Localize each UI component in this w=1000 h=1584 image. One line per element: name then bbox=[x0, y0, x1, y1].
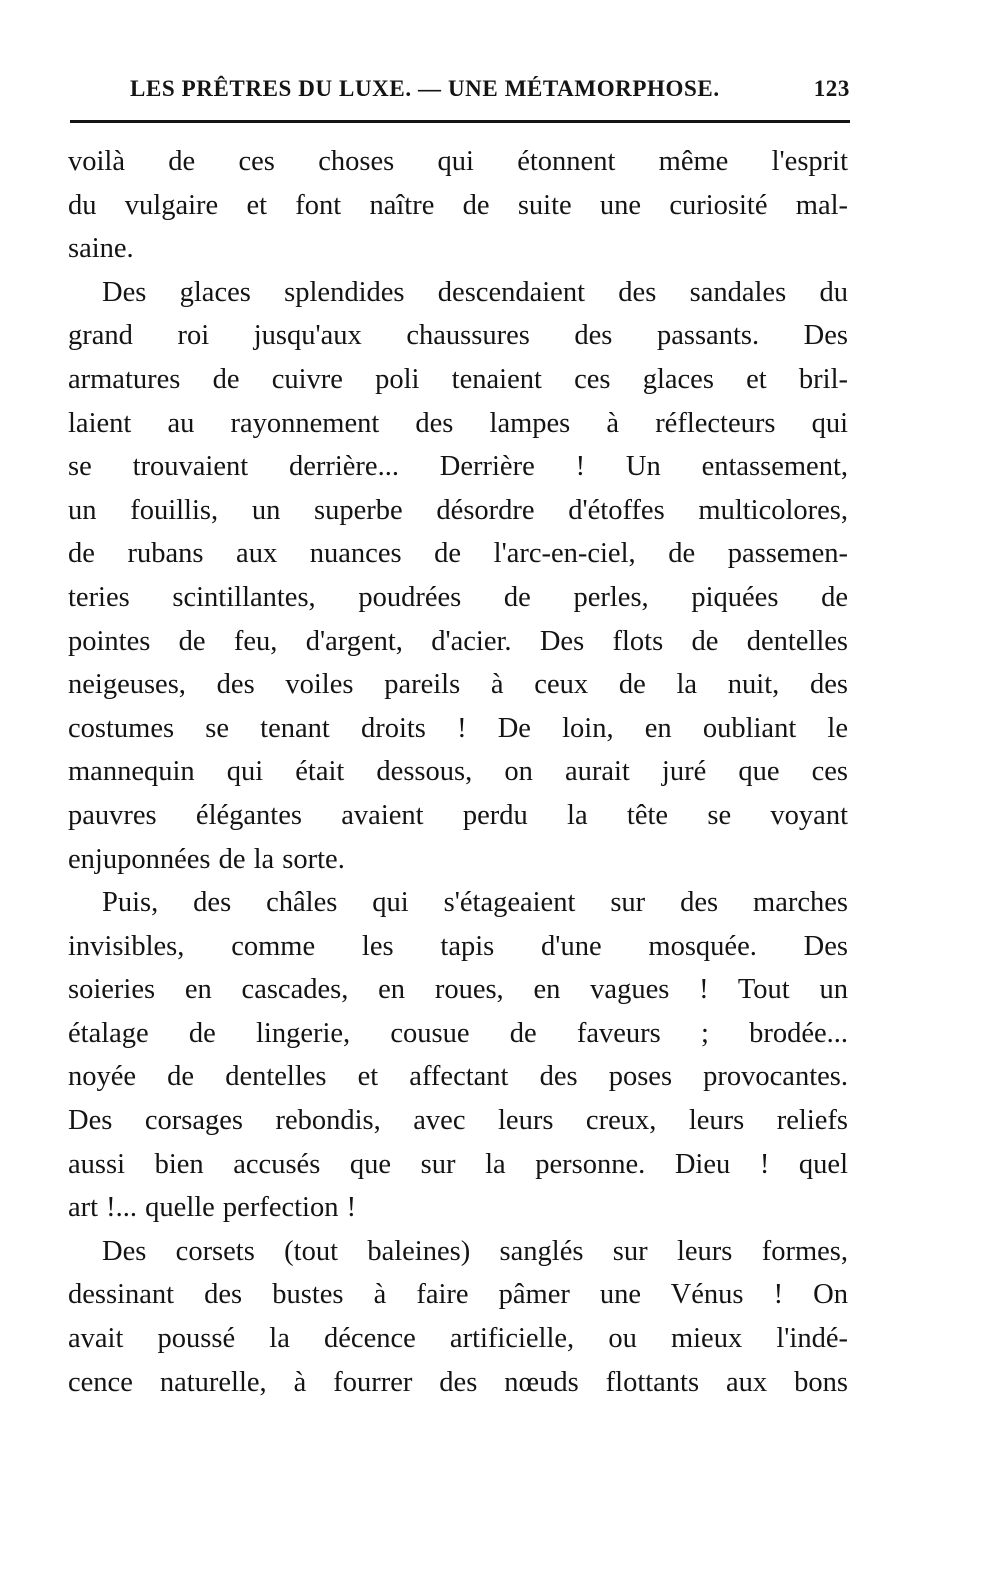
body-text bbox=[68, 140, 848, 1404]
text-line: Des glaces splendides descendaient des sandales du bbox=[102, 276, 848, 308]
text-line: Des corsets (tout baleines) sanglés sur leurs formes, bbox=[102, 1235, 848, 1267]
text-line: armatures de cuivre poli tenaient ces glaces et bril- bbox=[68, 363, 848, 395]
text-line: dessinant des bustes à faire pâmer une Vénus ! On bbox=[68, 1279, 848, 1311]
text-line: du vulgaire et font naître de suite une curiosité mal- bbox=[68, 189, 848, 221]
text-line: costumes se tenant droits ! De loin, en oubliant le bbox=[68, 712, 848, 744]
text-line: teries scintillantes, poudrées de perles, piquées de bbox=[68, 581, 848, 613]
text-line: invisibles, comme les tapis d'une mosquée. Des bbox=[68, 930, 848, 962]
text-line: de rubans aux nuances de l'arc-en-ciel, de passemen- bbox=[68, 538, 848, 570]
running-head bbox=[130, 72, 850, 108]
text-line: cence naturelle, à fourrer des nœuds flottants aux bons bbox=[68, 1366, 848, 1398]
header-rule bbox=[70, 120, 850, 123]
text-line: neigeuses, des voiles pareils à ceux de la nuit, des bbox=[68, 669, 848, 701]
text-line: soieries en cascades, en roues, en vagues ! Tout un bbox=[68, 974, 848, 1006]
text-line: pauvres élégantes avaient perdu la tête se voyant bbox=[68, 799, 848, 831]
running-title: LES PRÊTRES DU LUXE. — UNE MÉTAMORPHOSE. bbox=[130, 76, 720, 101]
text-line: Des corsages rebondis, avec leurs creux, leurs reliefs bbox=[68, 1105, 848, 1137]
text-line: art !... quelle perfection ! bbox=[68, 1192, 357, 1224]
page-number: 123 bbox=[813, 76, 850, 101]
text-line: aussi bien accusés que sur la personne. Dieu ! quel bbox=[68, 1148, 848, 1180]
text-line: avait poussé la décence artificielle, ou mieux l'indé- bbox=[68, 1323, 848, 1355]
paragraph-2 bbox=[68, 271, 848, 881]
text-line: noyée de dentelles et affectant des poses provocantes. bbox=[68, 1061, 848, 1093]
paragraph-4 bbox=[68, 1230, 848, 1404]
text-line: Puis, des châles qui s'étageaient sur des marches bbox=[102, 887, 848, 919]
paragraph-1 bbox=[68, 140, 848, 271]
text-line: mannequin qui était dessous, on aurait juré que ces bbox=[68, 756, 848, 788]
text-line: laient au rayonnement des lampes à réflecteurs qui bbox=[68, 407, 848, 439]
text-line: étalage de lingerie, cousue de faveurs ; brodée... bbox=[68, 1017, 848, 1049]
text-line: un fouillis, un superbe désordre d'étoffes multicolores, bbox=[68, 494, 848, 526]
text-line: grand roi jusqu'aux chaussures des passants. Des bbox=[68, 320, 848, 352]
text-line: voilà de ces choses qui étonnent même l'esprit bbox=[68, 146, 848, 177]
text-line: pointes de feu, d'argent, d'acier. Des flots de dentelles bbox=[68, 625, 848, 657]
paragraph-3 bbox=[68, 881, 848, 1230]
text-line: se trouvaient derrière... Derrière ! Un entassement, bbox=[68, 451, 848, 483]
text-line: enjuponnées de la sorte. bbox=[68, 843, 345, 875]
text-line: saine. bbox=[68, 233, 134, 265]
